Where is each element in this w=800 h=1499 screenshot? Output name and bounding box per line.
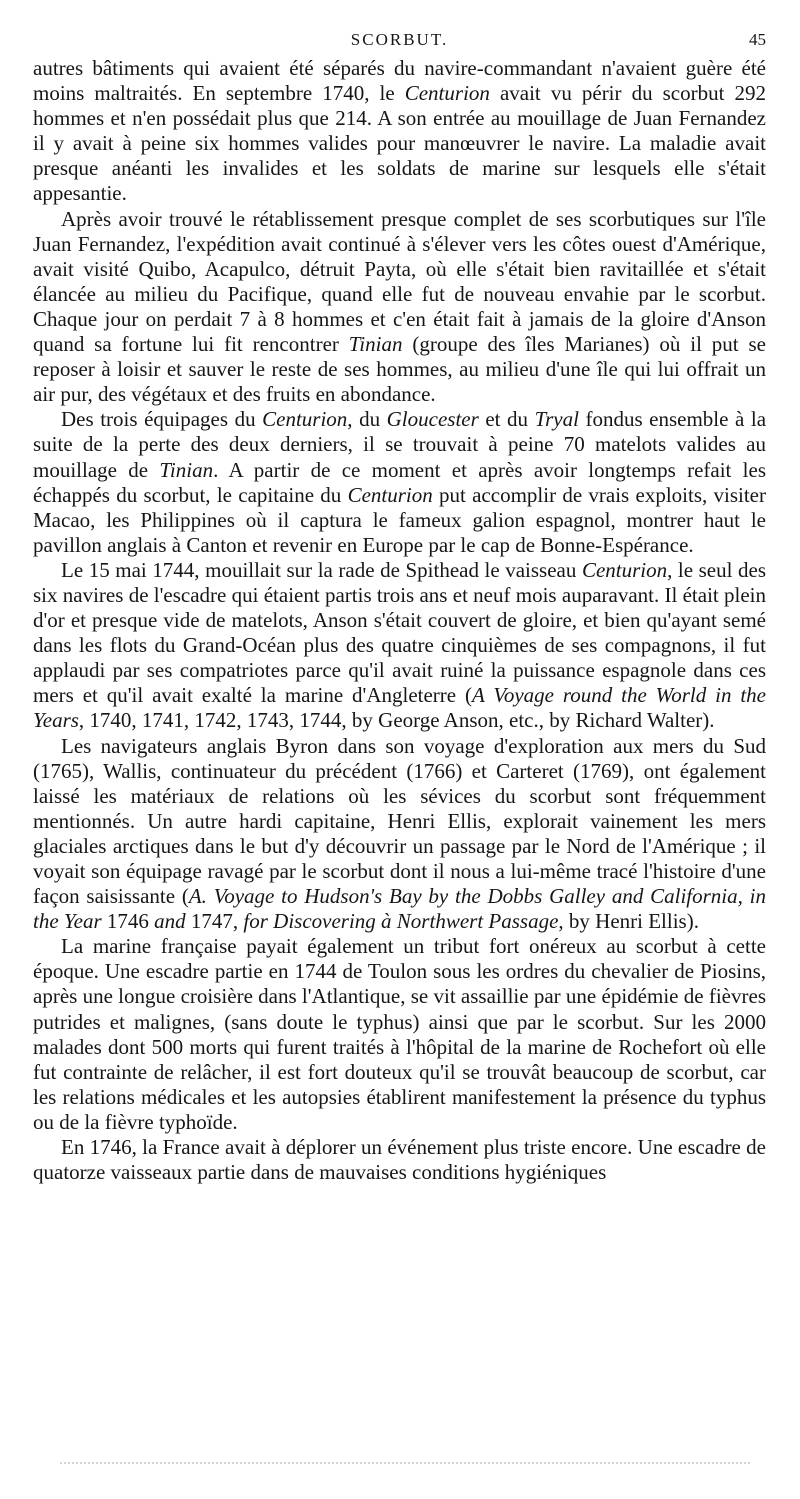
paragraph-text: Le 15 mai 1744, mouillait sur la rade de Spithead le vaisseau (61, 557, 582, 582)
italic-text: Tryal (534, 407, 579, 432)
paragraph (33, 734, 766, 935)
running-title: SCORBUT. (350, 30, 449, 49)
paragraph-text: Après avoir trouvé le rétablissement presque complet de ses scorbutiques sur l'île Juan Fernandez, l'expédition avait continué à s'élever vers les côtes ouest d'Amérique, avait visité Quibo, Acapulco, détruit Payta, où elle s'était bien ravitaillée et s'était élancée au milieu du Pacifique, quand elle fut de nouveau envahie par le scorbut. Chaque jour on perdait 7 à 8 hommes et c'en était fait à jamais de la gloire d'Anson quand sa fortune lui fit rencontrer (33, 206, 766, 357)
paragraph-text: , du (347, 407, 387, 432)
paragraph (33, 558, 766, 734)
paragraph-text: (groupe des îles Marianes) où il put se reposer à loisir et sauver le reste de ses hommes, au milieu d'une île qui lui offrait un air pur, des végétaux et des fruits en abondance. (33, 332, 766, 407)
italic-text: Tinian (348, 332, 403, 357)
italic-text: Gloucester (386, 407, 479, 432)
paragraph-text: Des trois équipages du (61, 407, 263, 432)
paragraph (33, 1135, 766, 1185)
italic-text: A Voyage round the World in the Years (33, 683, 767, 733)
italic-text: Centurion (262, 407, 348, 432)
body-text (33, 56, 766, 1185)
page-bottom-noise (60, 1462, 750, 1466)
paragraph-text: fondus ensemble à la suite de la perte des deux derniers, il se trouvait à peine 70 matelots valides au mouillage de (33, 407, 767, 482)
paragraph-text: Les navigateurs anglais Byron dans son voyage d'exploration aux mers du Sud (1765), Wallis, continuateur du précédent (1766) et Carteret (1769), ont également laissé les matériaux de relations où les sévices du scorbut sont fréquemment mentionnés. Un autre hardi capitaine, Henri Ellis, explorait vainement les mers glaciales arctiques dans le but d'y découvrir un passage par le Nord de l'Amérique ; il voyait son équipage ravagé par le scorbut dont il nous a lui-même tracé l'histoire d'une façon saisissante ( (33, 733, 766, 909)
document-page (33, 30, 766, 1185)
italic-text: A. Voyage to Hudson's Bay by the Dobbs Galley and California, in the Year (33, 884, 766, 934)
paragraph-text: avait vu périr du scorbut 292 hommes et n'en possédait plus que 214. A son entrée au mouillage de Juan Fernandez il y avait à peine six hommes valides pour manœuvrer le navire. La maladie avait presque anéanti les invalides et les soldats de marine sur lesquels elle s'était appesantie. (33, 81, 766, 206)
paragraph-text: , 1740, 1741, 1742, 1743, 1744, by George Anson, etc., by Richard Walter). (78, 708, 715, 733)
paragraph-text: , by Henri Ellis). (558, 909, 699, 934)
paragraph-text: 1746 (101, 909, 155, 934)
paragraph-text: 1747, (185, 909, 244, 934)
italic-text: Centurion (347, 482, 433, 507)
italic-text: for Discovering à Northwert Passage (243, 909, 559, 934)
paragraph-text: La marine française payait également un tribut fort onéreux au scorbut à cette époque. Une escadre partie en 1744 de Toulon sous les ordres du chevalier de Piosins, après une longue croisière dans l'Atlantique, se vit assaillie par une épidémie de fièvres putrides et malignes, (sans doute le typhus) ainsi que par le scorbut. Sur les 2000 malades dont 500 morts qui furent traités à l'hôpital de la marine de Rochefort où elle fut contrainte de relâcher, il est fort douteux qu'il se trouvât beaucoup de scorbut, car les relations médicales et les autopsies établirent manifestement la présence du typhus ou de la fièvre typhoïde. (33, 934, 766, 1134)
paragraph-text: , le seul des six navires de l'escadre qui étaient partis trois ans et neuf mois auparavant. Il était plein d'or et presque vide de matelots, Anson s'était couvert de gloire, et bien qu'ayant semé dans les flots du Grand-Océan plus des quatre cinquièmes de ses compagnons, il fut applaudi par ses compatriotes parce qu'il avait ruiné la puissance espagnole dans ces mers et qu'il avait exalté la marine d'Angleterre ( (33, 557, 766, 708)
italic-text: and (154, 909, 186, 934)
paragraph-text: et du (478, 407, 535, 432)
paragraph-text: autres bâtiments qui avaient été séparés du navire-commandant n'avaient guère été moins maltraités. En septembre 1740, le (33, 56, 766, 106)
paragraph (33, 56, 766, 207)
paragraph-text: put accomplir de vrais exploits, visiter Macao, les Philippines où il captura le fameux galion espagnol, montrer haut le pavillon anglais à Canton et revenir en Europe par le cap de Bonne-Espérance. (33, 482, 766, 557)
page-number: 45 (749, 30, 766, 49)
paragraph (33, 207, 766, 408)
italic-text: Centurion (404, 81, 490, 106)
paragraph-text: En 1746, la France avait à déplorer un événement plus triste encore. Une escadre de quatorze vaisseaux partie dans de mauvaises conditions hygiéniques (33, 1135, 766, 1185)
paragraph (33, 407, 766, 558)
running-head (33, 30, 766, 56)
paragraph-text: . A partir de ce moment et après avoir longtemps refait les échappés du scorbut, le capitaine du (33, 457, 766, 507)
paragraph (33, 934, 766, 1135)
italic-text: Tinian (159, 457, 214, 482)
italic-text: Centurion (581, 557, 668, 582)
